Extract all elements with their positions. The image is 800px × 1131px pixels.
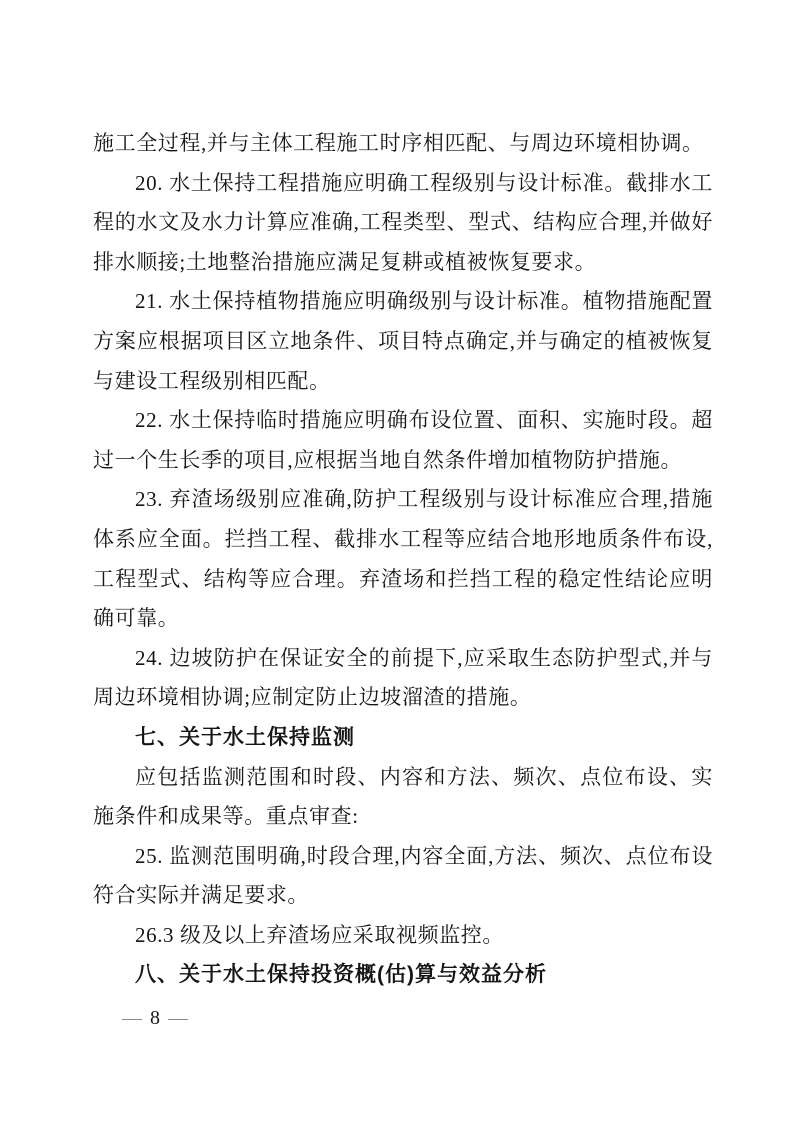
- item-23: 23. 弃渣场级别应准确,防护工程级别与设计标准应合理,措施体系应全面。拦挡工程、截排水工程等应结合地形地质条件布设,工程型式、结构等应合理。弃渣场和拦挡工程的稳定性结论应明确可靠。: [93, 487, 713, 631]
- item-25: 25. 监测范围明确,时段合理,内容全面,方法、频次、点位布设符合实际并满足要求。: [93, 843, 713, 908]
- section-heading-7: 七、关于水土保持监测: [135, 725, 355, 749]
- footer-left-dash: —: [122, 1007, 144, 1029]
- item-20: 20. 水土保持工程措施应明确工程级别与设计标准。截排水工程的水文及水力计算应准确,工程类型、型式、结构应合理,并做好排水顺接;土地整治措施应满足复耕或植被恢复要求。: [93, 170, 713, 274]
- item-26: 26.3 级及以上弃渣场应采取视频监控。: [135, 922, 504, 947]
- item-24: 24. 边坡防护在保证安全的前提下,应采取生态防护型式,并与周边环境相协调;应制定防止边坡溜渣的措施。: [93, 645, 713, 710]
- paragraph-continuation: 施工全过程,并与主体工程施工时序相匹配、与周边环境相协调。: [93, 131, 704, 155]
- document-page-body: [93, 124, 713, 995]
- section-7-intro: 应包括监测范围和时段、内容和方法、频次、点位布设、实施条件和成果等。重点审查:: [93, 764, 713, 829]
- item-22: 22. 水土保持临时措施应明确布设位置、面积、实施时段。超过一个生长季的项目,应根据当地自然条件增加植物防护措施。: [93, 408, 713, 472]
- section-heading-8: 八、关于水土保持投资概(估)算与效益分析: [135, 963, 547, 987]
- page-number: 8: [150, 1007, 162, 1029]
- item-21: 21. 水土保持植物措施应明确级别与设计标准。植物措施配置方案应根据项目区立地条件、项目特点确定,并与确定的植被恢复与建设工程级别相匹配。: [93, 289, 713, 393]
- footer-right-dash: —: [168, 1007, 190, 1029]
- page-footer: [122, 1007, 190, 1030]
